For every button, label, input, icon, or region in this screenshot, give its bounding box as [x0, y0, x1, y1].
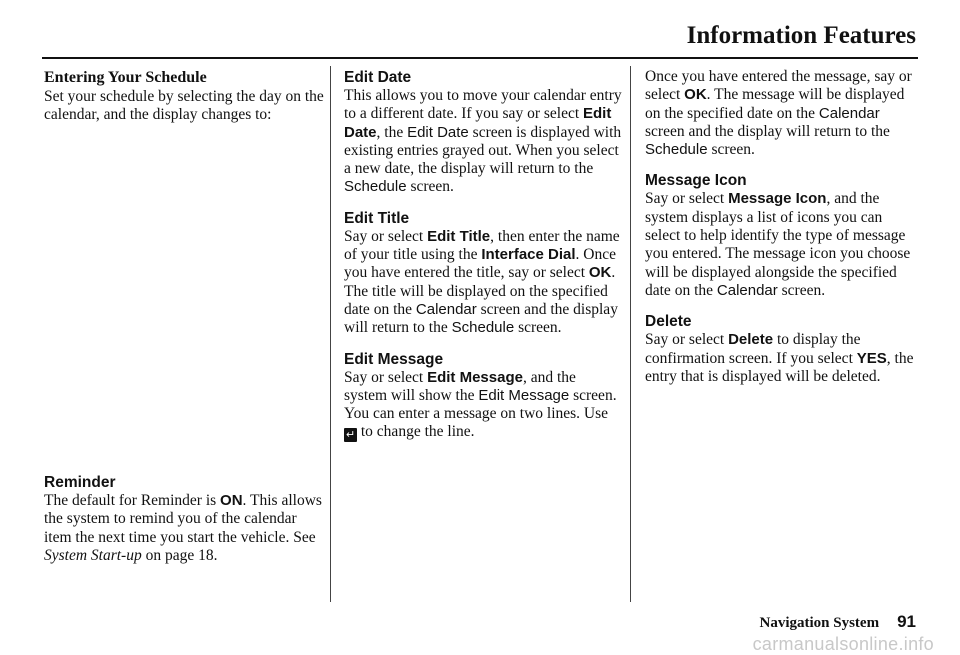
message-icon-paragraph: Say or select Message Icon, and the system displays a list of icons you can select to help identify the type of message you entered. The message icon you choose will be displayed alongside the specified date on the Calendar screen.: [645, 190, 911, 299]
reminder-paragraph: The default for Reminder is ON. This allows the system to remind you of the calendar item the next time you start the vehicle. See System Start-up on page 18.: [44, 492, 322, 564]
enter-key-icon: ↵: [345, 428, 356, 442]
section-heading-delete: Delete: [645, 313, 692, 331]
section-heading-edit-title: Edit Title: [344, 209, 410, 227]
page-title: Information Features: [686, 22, 916, 49]
delete-paragraph: Say or select Delete to display the confirmation screen. If you select YES, the entry that is displayed will be deleted.: [645, 331, 914, 385]
reminder-section: [44, 473, 324, 565]
column-divider-1: [330, 66, 331, 602]
footer-label: Navigation System: [759, 615, 880, 631]
section-heading-entering-schedule: Entering Your Schedule: [44, 69, 207, 86]
page-footer: [759, 612, 916, 632]
section-heading-edit-date: Edit Date: [344, 69, 412, 86]
edit-title-section: [344, 209, 622, 338]
column-1: [44, 68, 324, 564]
edit-date-paragraph: This allows you to move your calendar entry to a different date. If you say or select Edit Date, the Edit Date screen is displayed with existing entries grayed out. When you select a new date, the display will return to the Schedule screen.: [344, 87, 622, 196]
message-continued-paragraph: Once you have entered the message, say or select OK. The message will be displayed on the specified date on the Calendar screen and the display will return to the Schedule screen.: [645, 68, 912, 159]
intro-paragraph: Set your schedule by selecting the day on the calendar, and the display changes to:: [44, 88, 324, 124]
watermark: carmanualsonline.info: [752, 634, 934, 654]
column-divider-2: [630, 66, 631, 602]
message-icon-section: [645, 171, 917, 300]
section-heading-message-icon: Message Icon: [645, 172, 747, 190]
edit-date-section: [344, 68, 622, 197]
page-number: 91: [897, 612, 916, 631]
edit-message-paragraph: Say or select Edit Message, and the system will show the Edit Message screen. You can enter a message on two lines. Use ↵ to change the line.: [344, 368, 617, 442]
column-3: [645, 68, 917, 386]
column-2: [344, 68, 622, 442]
edit-message-section: [344, 350, 622, 443]
section-heading-reminder: Reminder: [44, 474, 116, 491]
message-continued-section: [645, 68, 917, 159]
delete-section: [645, 312, 917, 386]
section-heading-edit-message: Edit Message: [344, 350, 444, 368]
page-reference-link: System Start-up: [44, 546, 142, 564]
edit-title-paragraph: Say or select Edit Title, then enter the name of your title using the Interface Dial. Once you have entered the title, say or select OK. The title will be displayed on the specified date on the Calendar screen and the display will return to the Schedule screen.: [344, 227, 620, 337]
header-rule: [42, 57, 918, 59]
